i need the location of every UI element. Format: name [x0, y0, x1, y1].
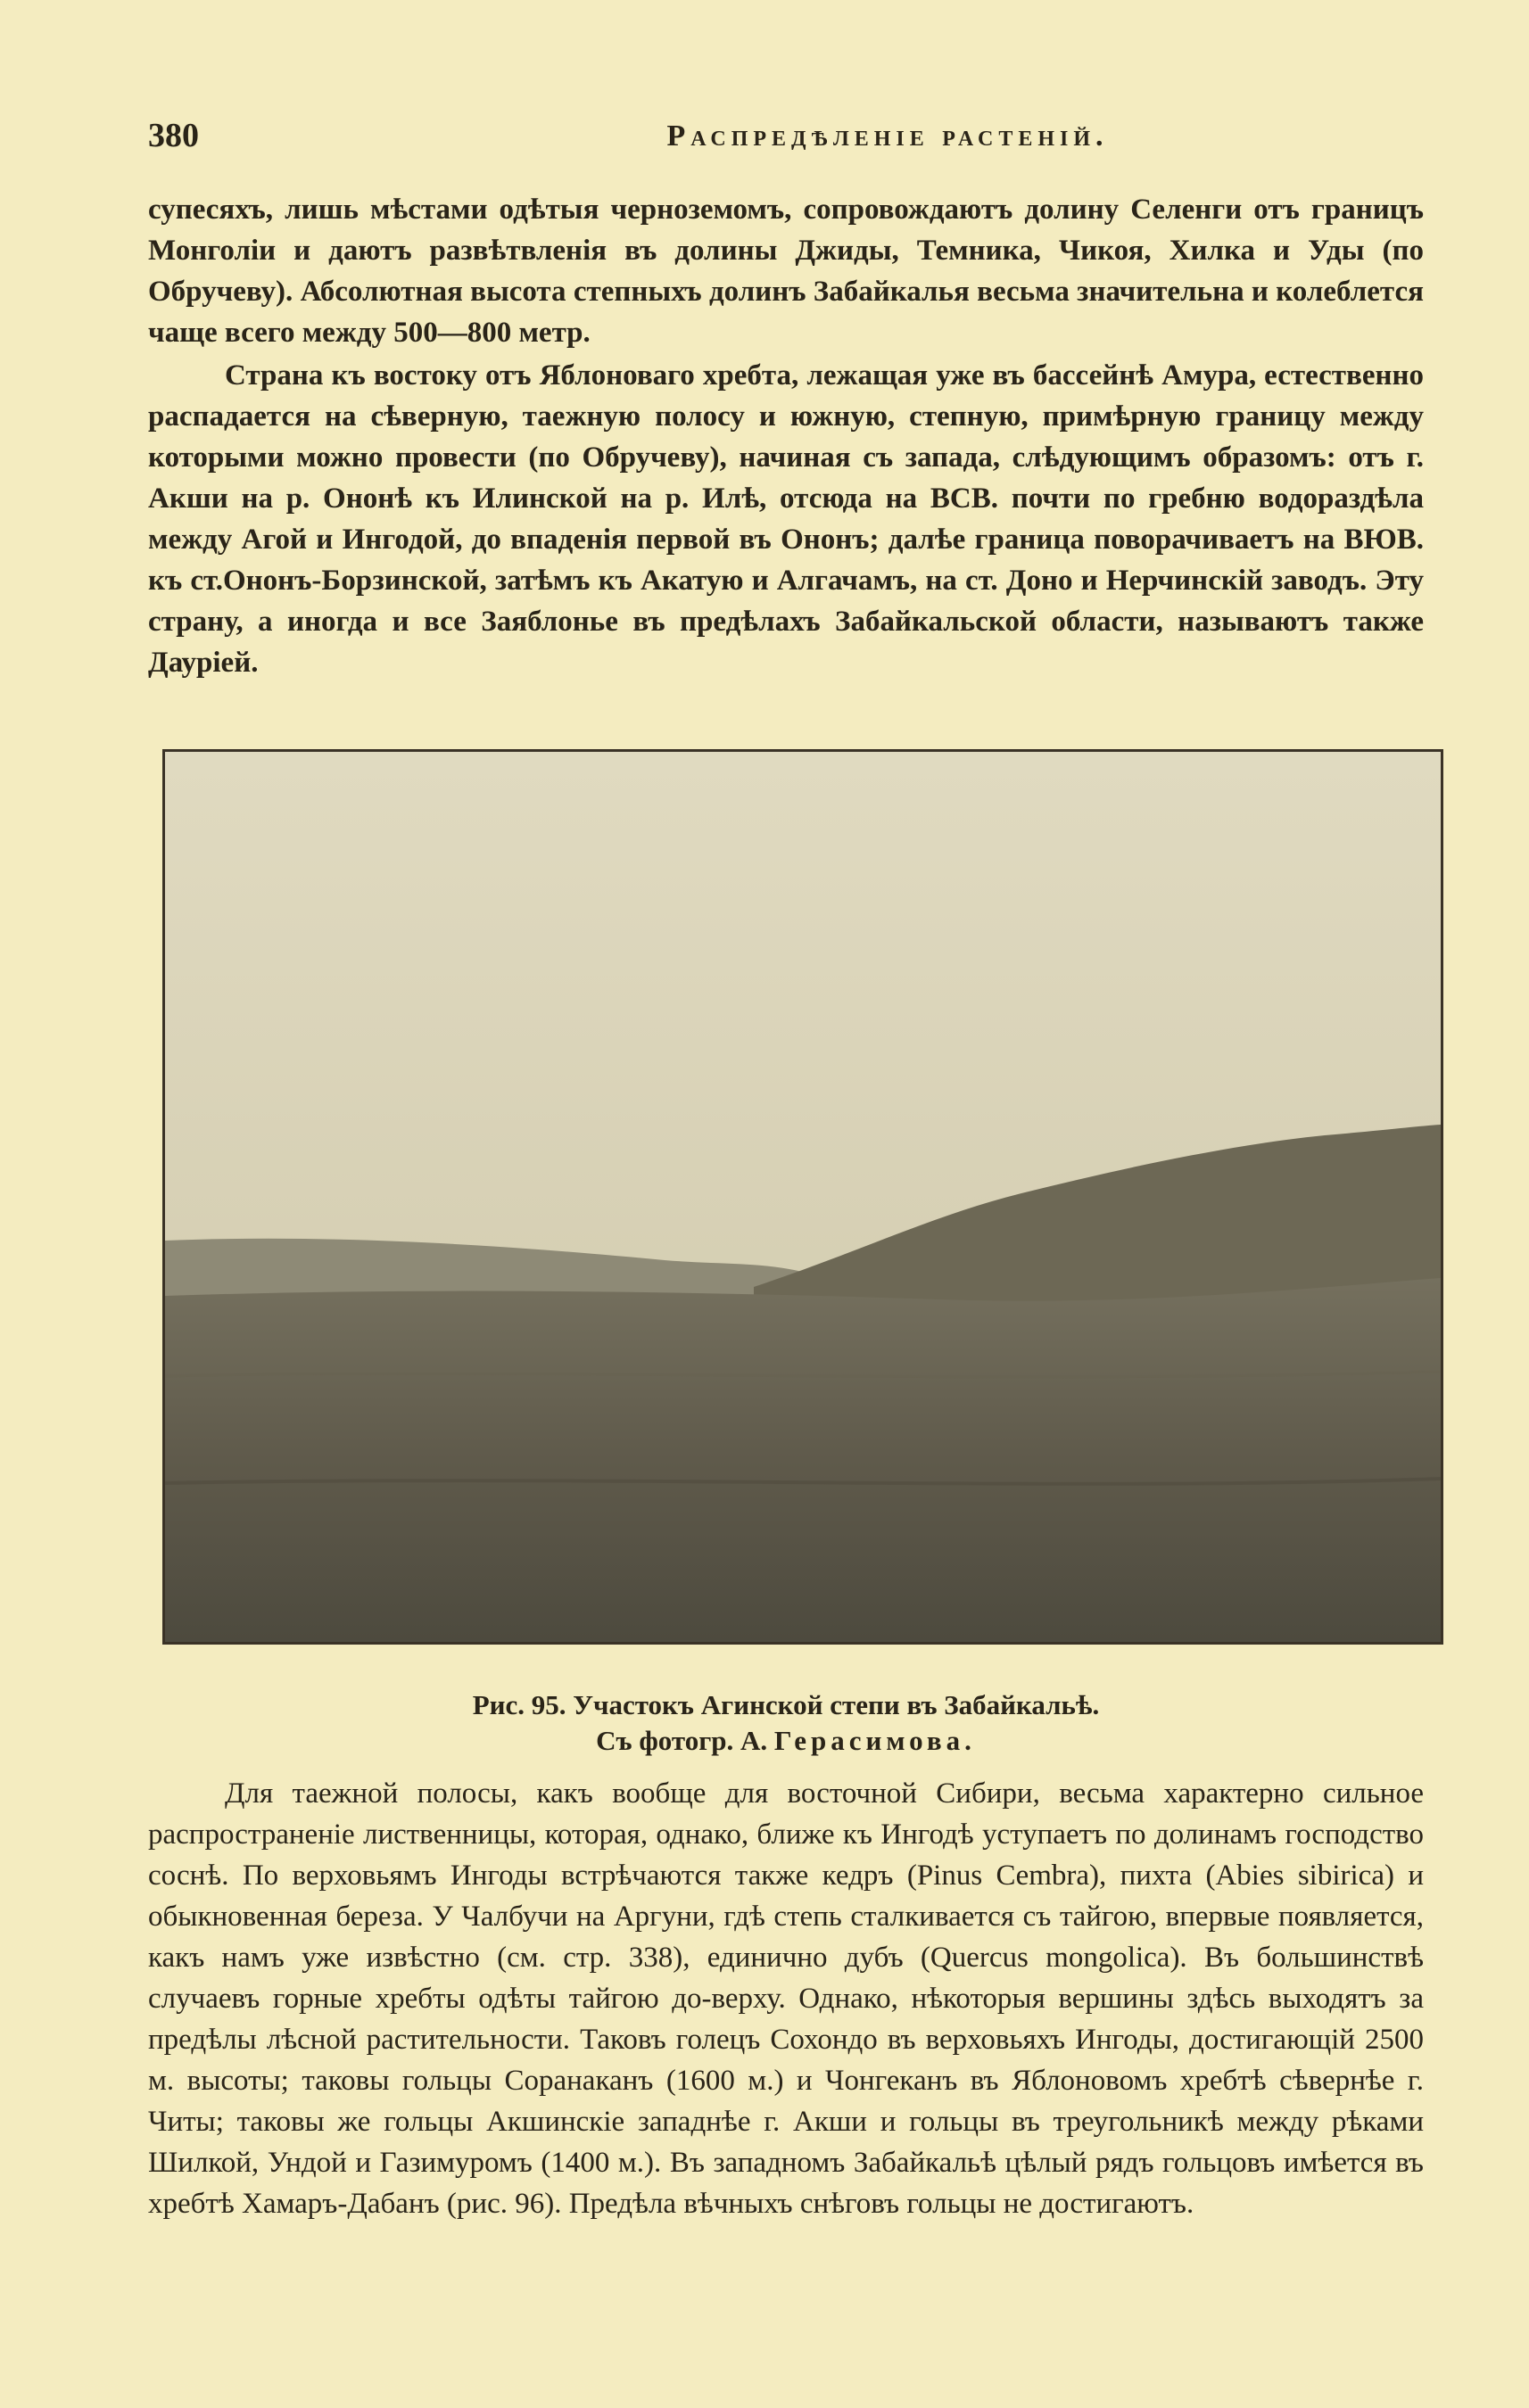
caption-credit-prefix: Съ фотогр. А. [596, 1725, 774, 1756]
figure-caption [148, 1687, 1424, 1759]
photo-landscape [165, 752, 1441, 1642]
paragraph-3: Для таежной полосы, какъ вообще для восточной Сибири, весьма характерно сильное распространеніе лиственницы, которая, однако, ближе къ Ингодѣ уступаетъ по долинамъ господство соснѣ. По верховьямъ Ингоды встрѣчаются также кедръ (Pinus Cembra), пихта (Abies sibirica) и обыкновенная береза. У Чалбучи на Аргуни, гдѣ степь сталкивается съ тайгою, впервые появляется, какъ намъ уже извѣстно (см. стр. 338), единично дубъ (Quercus mongolica). Въ большинствѣ случаевъ горные хребты одѣты тайгою до-верху. Однако, нѣкоторыя вершины здѣсь выходятъ за предѣлы лѣсной растительности. Таковъ голецъ Сохондо въ верховьяхъ Ингоды, достигающій 2500 м. высоты; таковы гольцы Соранаканъ (1600 м.) и Чонгеканъ въ Яблоновомъ хребтѣ сѣвернѣе г. Читы; таковы же гольцы Акшинскіе западнѣе г. Акши и гольцы въ треугольникѣ между рѣками Шилкой, Ундой и Газимуромъ (1400 м.). Въ западномъ Забайкальѣ цѣлый рядъ гольцовъ имѣется въ хребтѣ Хамаръ-Дабанъ (рис. 96). Предѣла вѣчныхъ снѣговъ гольцы не достигаютъ. [148, 1777, 1424, 2220]
steppe-ground [165, 1278, 1441, 1642]
paragraph-1: супесяхъ, лишь мѣстами одѣтыя черноземомъ, сопровождаютъ долину Селенги отъ границъ Монголіи и даютъ развѣтвленія въ долины Джиды, Темника, Чикоя, Хилка и Уды (по Обручеву). Абсолютная высота степныхъ долинъ Забайкалья весьма значительна и колеблется чаще всего между 500—800 метр. [148, 194, 1424, 349]
steppe-photograph [162, 749, 1443, 1645]
caption-credit-name: Герасимова. [773, 1725, 976, 1756]
page-number: 380 [148, 117, 199, 154]
caption-title: Рис. 95. Участокъ Агинской степи въ Забайкальѣ. [472, 1689, 1100, 1720]
paragraph-2: Страна къ востоку отъ Яблоноваго хребта, лежащая уже въ бассейнѣ Амура, естественно распадается на сѣверную, таежную полосу и южную, степную, примѣрную границу между которыми можно провести (по Обручеву), начиная съ запада, слѣдующимъ образомъ: отъ г. Акши на р. Ононѣ къ Илинской на р. Илѣ, отсюда на ВСВ. почти по гребню водораздѣла между Агой и Ингодой, до впаденія первой въ Ононъ; далѣе граница поворачиваетъ на ВЮВ. къ ст.Ононъ-Борзинской, затѣмъ къ Акатую и Алгачамъ, на ст. Доно и Нерчинскій заводъ. Эту страну, а иногда и все Заяблонье въ предѣлахъ Забайкальской области, называютъ также Дауріей. [148, 359, 1424, 679]
running-title: Распредѣленіе растеній. [666, 120, 1109, 153]
caption-credit [148, 1723, 1424, 1759]
